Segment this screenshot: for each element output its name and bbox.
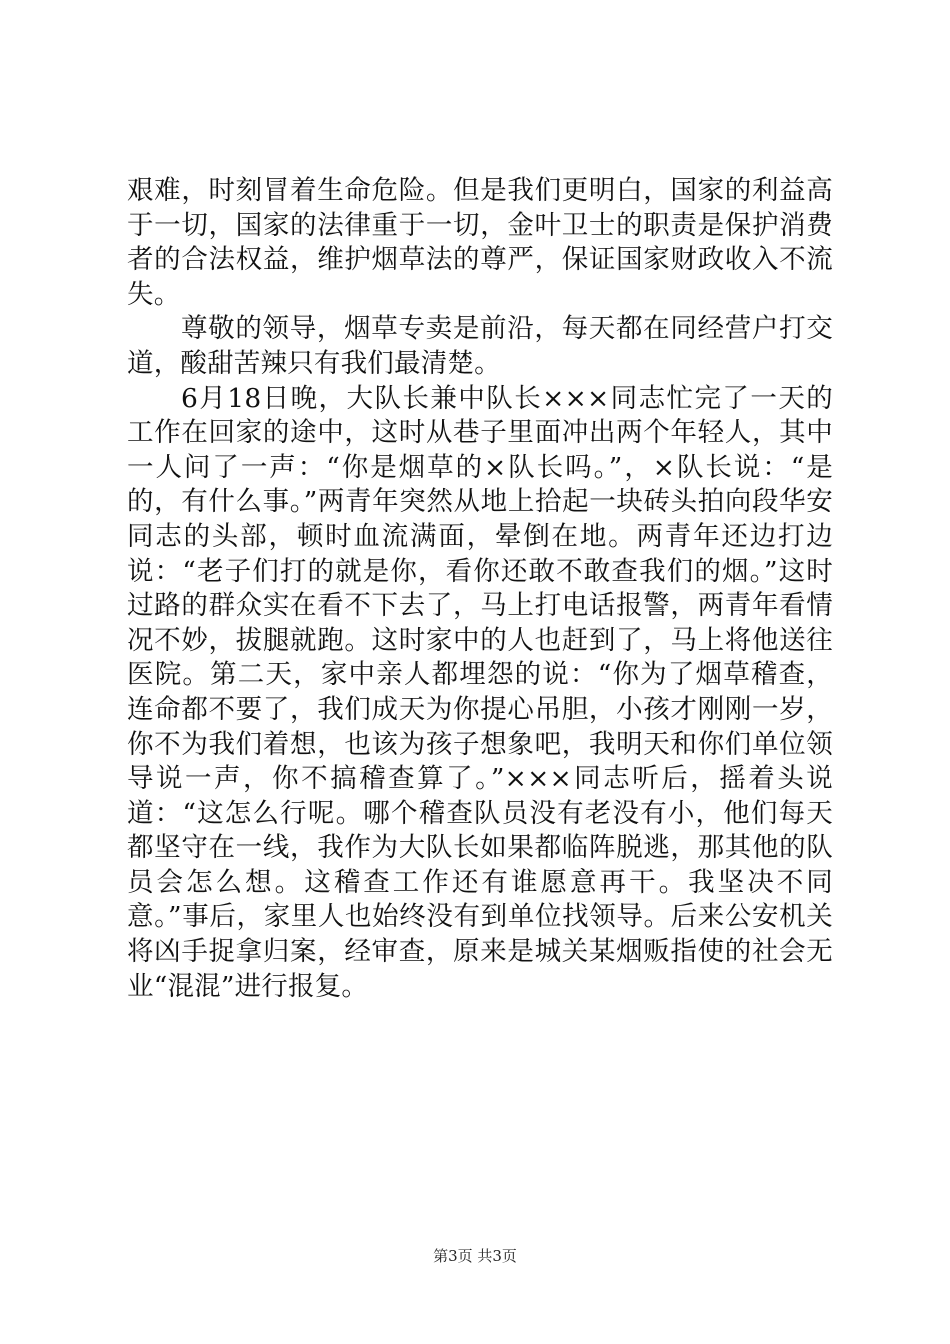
document-body — [127, 174, 833, 1004]
page-footer: 第3页 共3页 — [433, 1247, 517, 1265]
paragraph-incident-narrative: 6月18日晚，大队长兼中队长×××同志忙完了一天的工作在回家的途中，这时从巷子里面冲出两个年轻人，其中一人问了一声：“你是烟草的×队长吗。”，×队长说：“是的，有什么事。”两青年突然从地上拾起一块砖头拍向段华安同志的头部，顿时血流满面，晕倒在地。两青年还边打边说：“老子们打的就是你，看你还敢不敢查我们的烟。”这时过路的群众实在看不下去了，马上打电话报警，两青年看情况不妙，拔腿就跑。这时家中的人也赶到了，马上将他送往医院。第二天，家中亲人都埋怨的说：“你为了烟草稽查，连命都不要了，我们成天为你提心吊胆，小孩才刚刚一岁，你不为我们着想，也该为孩子想象吧，我明天和你们单位领导说一声，你不搞稽查算了。”×××同志听后，摇着头说道：“这怎么行呢。哪个稽查队员没有老没有小，他们每天都坚守在一线，我作为大队长如果都临阵脱逃，那其他的队员会怎么想。这稽查工作还有谁愿意再干。我坚决不同意。”事后，家里人也始终没有到单位找领导。后来公安机关将凶手捉拿归案，经审查，原来是城关某烟贩指使的社会无业“混混”进行报复。 — [127, 382, 833, 1002]
paragraph-leadership-address: 尊敬的领导，烟草专卖是前沿，每天都在同经营户打交道，酸甜苦辣只有我们最清楚。 — [127, 313, 833, 379]
paragraph-continuation: 艰难，时刻冒着生命危险。但是我们更明白，国家的利益高于一切，国家的法律重于一切，金叶卫士的职责是保护消费者的合法权益，维护烟草法的尊严，保证国家财政收入不流失。 — [127, 175, 833, 310]
